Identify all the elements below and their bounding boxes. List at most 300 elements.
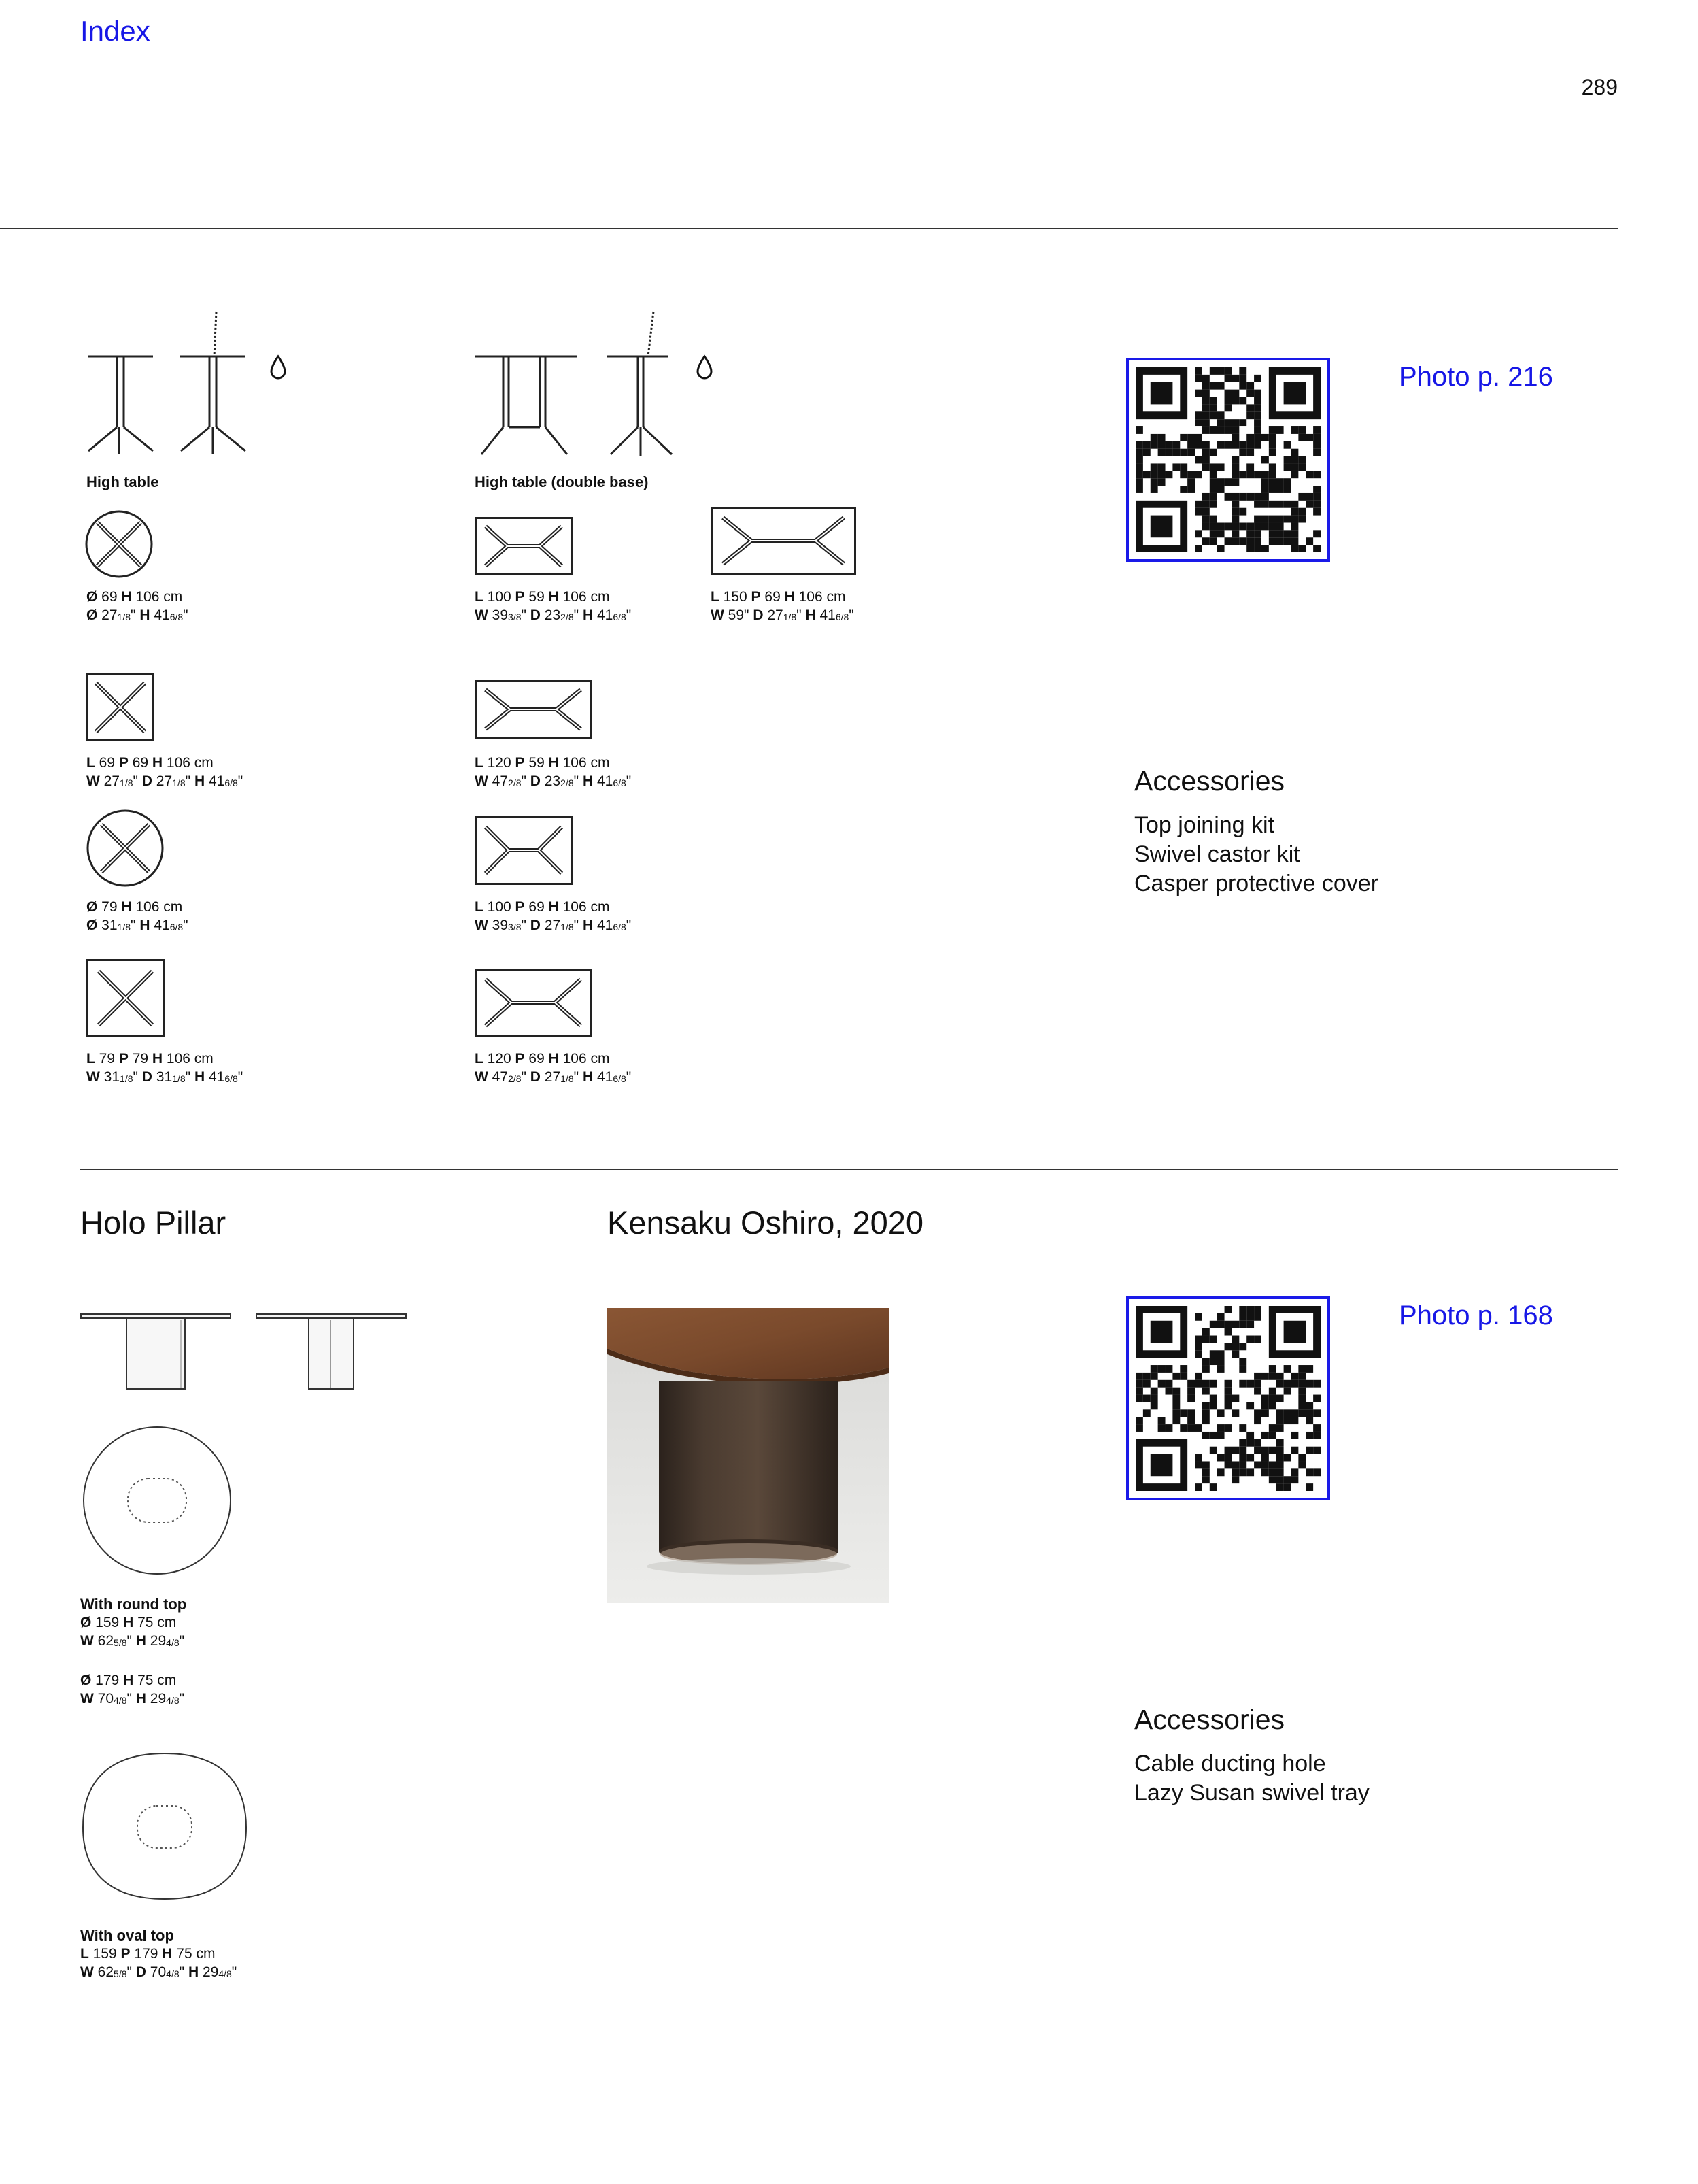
qr-module: [1261, 1454, 1269, 1462]
qr-module: [1269, 486, 1276, 493]
qr-module: [1217, 367, 1225, 375]
dims-high-table-4: L 79 P 79 H 106 cm W 311/8" D 311/8" H 416/8": [86, 1051, 243, 1085]
qr-module: [1269, 1447, 1276, 1454]
qr-module: [1298, 463, 1306, 471]
qr-module: [1172, 1409, 1180, 1417]
qr-module: [1210, 463, 1217, 471]
qr-module: [1166, 1388, 1173, 1395]
qr-module: [1158, 1424, 1166, 1432]
qr-module: [1313, 1424, 1321, 1432]
qr-module: [1298, 1388, 1306, 1395]
qr-module: [1172, 1395, 1180, 1402]
qr-module: [1246, 522, 1254, 530]
qr-module: [1195, 1454, 1202, 1462]
qr-module: [1217, 486, 1225, 493]
qr-module: [1239, 441, 1246, 449]
qr-module: [1269, 449, 1276, 456]
qr-module: [1276, 1373, 1284, 1380]
section-divider: [80, 1169, 1618, 1170]
list-item: Swivel castor kit: [1134, 841, 1300, 867]
qr-module: [1261, 1395, 1269, 1402]
qr-module: [1246, 1432, 1254, 1439]
qr-module: [1202, 382, 1210, 390]
qr-module: [1195, 1373, 1202, 1380]
qr-module: [1298, 516, 1306, 523]
qr-module: [1291, 1447, 1298, 1454]
qr-module: [1291, 456, 1298, 464]
dims-oval-top: With oval top L 159 P 179 H 75 cm W 625/8" D 704/8" H 294/8": [80, 1927, 237, 1980]
photo-link-216[interactable]: Photo p. 216: [1399, 362, 1553, 392]
qr-finder: [1151, 382, 1173, 405]
qr-module: [1210, 1447, 1217, 1454]
qr-module: [1306, 1365, 1313, 1373]
qr-module: [1210, 537, 1217, 545]
qr-module: [1225, 1321, 1232, 1328]
qr-module: [1210, 397, 1217, 405]
qr-module: [1246, 1306, 1254, 1313]
qr-module: [1232, 516, 1239, 523]
qr-module: [1232, 471, 1239, 478]
qr-module: [1202, 419, 1210, 426]
qr-module: [1172, 1388, 1180, 1395]
drop-icon: [270, 355, 286, 380]
qr-module: [1187, 1417, 1195, 1424]
qr-module: [1232, 1409, 1239, 1417]
qr-module: [1276, 1409, 1284, 1417]
qr-module: [1254, 545, 1261, 552]
dims-high-table-3: Ø 79 H 106 cm Ø 311/8" H 416/8": [86, 899, 188, 933]
dims-double-3: L 120 P 59 H 106 cm W 472/8" D 232/8" H 416/8": [475, 755, 632, 789]
qr-module: [1172, 1373, 1180, 1380]
qr-module: [1291, 1409, 1298, 1417]
qr-module: [1313, 545, 1321, 552]
qr-module: [1210, 493, 1217, 501]
qr-module: [1232, 1468, 1239, 1476]
qr-module: [1284, 537, 1291, 545]
qr-module: [1284, 1454, 1291, 1462]
caption-oval-top: With oval top: [80, 1927, 174, 1944]
qr-module: [1225, 1424, 1232, 1432]
qr-module: [1269, 463, 1276, 471]
qr-module: [1246, 1468, 1254, 1476]
list-item: Top joining kit: [1134, 812, 1275, 838]
qr-module: [1306, 1468, 1313, 1476]
accessories-title-holo: Accessories: [1134, 1704, 1285, 1735]
index-link[interactable]: Index: [80, 15, 150, 47]
qr-module: [1284, 1476, 1291, 1483]
qr-module: [1187, 1388, 1195, 1395]
qr-module: [1313, 434, 1321, 441]
qr-module: [1239, 508, 1246, 516]
dims-double-2: L 150 P 69 H 106 cm W 59" D 271/8" H 416/8": [711, 589, 854, 623]
qr-module: [1166, 449, 1173, 456]
qr-module: [1202, 1380, 1210, 1388]
qr-module: [1151, 1395, 1158, 1402]
qr-module: [1195, 419, 1202, 426]
qr-module: [1210, 1321, 1217, 1328]
qr-module: [1239, 471, 1246, 478]
qr-module: [1276, 537, 1284, 545]
qr-module: [1269, 516, 1276, 523]
square-top-69-plan: [86, 673, 154, 741]
qr-module: [1239, 1447, 1246, 1454]
qr-module: [1232, 478, 1239, 486]
qr-module: [1291, 508, 1298, 516]
qr-module: [1195, 456, 1202, 464]
qr-module: [1284, 486, 1291, 493]
qr-module: [1306, 1447, 1313, 1454]
qr-module: [1143, 1409, 1151, 1417]
qr-module: [1261, 501, 1269, 508]
qr-module: [1284, 463, 1291, 471]
caption-round-top: With round top: [80, 1596, 187, 1613]
qr-module: [1239, 1365, 1246, 1373]
qr-module: [1313, 486, 1321, 493]
holo-pillar-round-plan: [82, 1425, 233, 1576]
qr-module: [1298, 1461, 1306, 1468]
qr-module: [1187, 449, 1195, 456]
qr-module: [1261, 1373, 1269, 1380]
qr-module: [1246, 449, 1254, 456]
qr-module: [1187, 441, 1195, 449]
qr-module: [1232, 426, 1239, 434]
qr-module: [1136, 1380, 1143, 1388]
dims-high-table-1: Ø 69 H 106 cm Ø 271/8" H 416/8": [86, 589, 188, 623]
qr-module: [1136, 478, 1143, 486]
qr-module: [1210, 1336, 1217, 1343]
qr-module: [1136, 441, 1143, 449]
qr-module: [1269, 1476, 1276, 1483]
qr-module: [1313, 530, 1321, 537]
qr-module: [1239, 1380, 1246, 1388]
qr-module: [1180, 449, 1187, 456]
qr-module: [1284, 516, 1291, 523]
qr-module: [1202, 1476, 1210, 1483]
qr-code-photo-216[interactable]: [1126, 358, 1330, 562]
qr-module: [1225, 1343, 1232, 1350]
qr-module: [1232, 434, 1239, 441]
qr-module: [1291, 501, 1298, 508]
page-number: 289: [1581, 75, 1618, 99]
qr-module: [1232, 1336, 1239, 1343]
qr-finder: [1284, 1321, 1306, 1343]
qr-module: [1246, 441, 1254, 449]
qr-module: [1151, 1388, 1158, 1395]
dims-high-table-2: L 69 P 69 H 106 cm W 271/8" D 271/8" H 416/8": [86, 755, 243, 789]
qr-module: [1254, 411, 1261, 419]
qr-module: [1261, 1447, 1269, 1454]
high-table-elevation-icon: [85, 312, 255, 458]
qr-module: [1269, 1373, 1276, 1380]
qr-module: [1180, 1409, 1187, 1417]
qr-module: [1217, 1409, 1225, 1417]
qr-module: [1232, 1461, 1239, 1468]
qr-code-photo-168[interactable]: [1126, 1296, 1330, 1500]
holo-pillar-elevation-side: [256, 1313, 407, 1391]
qr-module: [1217, 1358, 1225, 1365]
qr-module: [1254, 441, 1261, 449]
qr-module: [1210, 522, 1217, 530]
qr-module: [1232, 463, 1239, 471]
qr-module: [1136, 426, 1143, 434]
qr-module: [1313, 426, 1321, 434]
qr-module: [1291, 537, 1298, 545]
qr-module: [1254, 390, 1261, 397]
qr-module: [1306, 471, 1313, 478]
qr-module: [1225, 478, 1232, 486]
qr-module: [1151, 478, 1158, 486]
qr-module: [1158, 1365, 1166, 1373]
product-photo: [607, 1308, 889, 1603]
qr-module: [1254, 530, 1261, 537]
qr-module: [1217, 1454, 1225, 1462]
qr-module: [1298, 508, 1306, 516]
qr-module: [1210, 367, 1217, 375]
qr-module: [1246, 463, 1254, 471]
qr-module: [1195, 1380, 1202, 1388]
holo-pillar-oval-plan: [82, 1751, 248, 1901]
qr-module: [1202, 1365, 1210, 1373]
qr-module: [1261, 1409, 1269, 1417]
qr-module: [1172, 463, 1180, 471]
qr-module: [1217, 1432, 1225, 1439]
qr-module: [1246, 434, 1254, 441]
qr-module: [1269, 441, 1276, 449]
qr-finder: [1284, 382, 1306, 405]
qr-module: [1210, 1483, 1217, 1491]
qr-module: [1225, 390, 1232, 397]
qr-module: [1306, 501, 1313, 508]
qr-module: [1166, 1424, 1173, 1432]
qr-module: [1261, 493, 1269, 501]
rect-top-100x69-plan: [475, 816, 573, 885]
qr-module: [1246, 382, 1254, 390]
qr-module: [1195, 508, 1202, 516]
qr-module: [1269, 1468, 1276, 1476]
qr-module: [1239, 537, 1246, 545]
qr-module: [1210, 449, 1217, 456]
qr-module: [1239, 1306, 1246, 1313]
qr-module: [1261, 434, 1269, 441]
qr-module: [1202, 1388, 1210, 1395]
list-item: Casper protective cover: [1134, 871, 1379, 896]
qr-module: [1246, 1313, 1254, 1321]
qr-module: [1313, 1409, 1321, 1417]
qr-module: [1284, 456, 1291, 464]
qr-module: [1187, 1395, 1195, 1402]
qr-module: [1261, 471, 1269, 478]
accessories-list: [1134, 811, 1378, 898]
qr-module: [1143, 471, 1151, 478]
qr-module: [1217, 426, 1225, 434]
qr-module: [1202, 404, 1210, 411]
qr-module: [1254, 419, 1261, 426]
qr-module: [1210, 516, 1217, 523]
qr-module: [1276, 1417, 1284, 1424]
rect-top-120x59-plan: [475, 680, 592, 739]
qr-module: [1180, 1424, 1187, 1432]
qr-module: [1217, 522, 1225, 530]
qr-module: [1298, 1373, 1306, 1380]
qr-module: [1136, 449, 1143, 456]
qr-module: [1261, 486, 1269, 493]
qr-module: [1261, 478, 1269, 486]
qr-module: [1210, 1432, 1217, 1439]
qr-module: [1210, 471, 1217, 478]
qr-module: [1291, 1380, 1298, 1388]
qr-module: [1254, 426, 1261, 434]
qr-module: [1195, 441, 1202, 449]
qr-module: [1276, 516, 1284, 523]
qr-module: [1143, 441, 1151, 449]
product-title: Holo Pillar: [80, 1205, 226, 1241]
qr-module: [1202, 493, 1210, 501]
qr-module: [1246, 390, 1254, 397]
qr-module: [1202, 426, 1210, 434]
qr-module: [1254, 1388, 1261, 1395]
qr-module: [1298, 456, 1306, 464]
qr-module: [1217, 1424, 1225, 1432]
dims-double-4: L 100 P 69 H 106 cm W 393/8" D 271/8" H 416/8": [475, 899, 632, 933]
qr-module: [1298, 1380, 1306, 1388]
qr-module: [1232, 508, 1239, 516]
qr-module: [1306, 1380, 1313, 1388]
qr-module: [1202, 537, 1210, 545]
qr-module: [1143, 1380, 1151, 1388]
qr-module: [1136, 463, 1143, 471]
qr-module: [1269, 434, 1276, 441]
qr-module: [1210, 426, 1217, 434]
qr-module: [1284, 441, 1291, 449]
qr-module: [1284, 1417, 1291, 1424]
qr-module: [1276, 1380, 1284, 1388]
qr-module: [1172, 441, 1180, 449]
qr-module: [1225, 367, 1232, 375]
qr-module: [1269, 1402, 1276, 1409]
qr-module: [1217, 1321, 1225, 1328]
qr-module: [1306, 1432, 1313, 1439]
qr-module: [1225, 397, 1232, 405]
qr-module: [1217, 382, 1225, 390]
qr-module: [1254, 1417, 1261, 1424]
qr-module: [1225, 493, 1232, 501]
holo-pillar-elevation-front: [80, 1313, 231, 1391]
qr-module: [1195, 375, 1202, 382]
qr-module: [1298, 545, 1306, 552]
qr-module: [1187, 1380, 1195, 1388]
qr-module: [1313, 501, 1321, 508]
qr-module: [1269, 478, 1276, 486]
qr-module: [1298, 1409, 1306, 1417]
qr-module: [1239, 522, 1246, 530]
qr-module: [1195, 471, 1202, 478]
qr-module: [1158, 471, 1166, 478]
qr-module: [1269, 537, 1276, 545]
qr-module: [1225, 1454, 1232, 1462]
qr-module: [1217, 478, 1225, 486]
qr-module: [1269, 1424, 1276, 1432]
qr-module: [1195, 545, 1202, 552]
qr-module: [1187, 478, 1195, 486]
qr-module: [1232, 1447, 1239, 1454]
qr-module: [1269, 522, 1276, 530]
qr-module: [1269, 426, 1276, 434]
qr-module: [1143, 449, 1151, 456]
qr-module: [1261, 522, 1269, 530]
qr-module: [1166, 1365, 1173, 1373]
qr-module: [1276, 1439, 1284, 1447]
qr-module: [1225, 1380, 1232, 1388]
qr-module: [1254, 516, 1261, 523]
qr-module: [1246, 471, 1254, 478]
qr-module: [1254, 493, 1261, 501]
qr-module: [1151, 463, 1158, 471]
qr-module: [1180, 486, 1187, 493]
qr-module: [1306, 1409, 1313, 1417]
qr-module: [1239, 1313, 1246, 1321]
qr-module: [1254, 471, 1261, 478]
dims-double-5: L 120 P 69 H 106 cm W 472/8" D 271/8" H 416/8": [475, 1051, 632, 1085]
qr-module: [1261, 1432, 1269, 1439]
qr-module: [1246, 1439, 1254, 1447]
qr-module: [1136, 471, 1143, 478]
qr-module: [1232, 441, 1239, 449]
qr-module: [1172, 1417, 1180, 1424]
round-top-79-plan: [86, 809, 165, 888]
qr-module: [1276, 478, 1284, 486]
qr-module: [1232, 397, 1239, 405]
qr-module: [1158, 463, 1166, 471]
qr-module: [1291, 1373, 1298, 1380]
photo-link-168[interactable]: Photo p. 168: [1399, 1300, 1553, 1330]
qr-module: [1202, 501, 1210, 508]
qr-module: [1136, 486, 1143, 493]
qr-finder: [1151, 516, 1173, 538]
qr-module: [1239, 449, 1246, 456]
qr-module: [1202, 1328, 1210, 1336]
qr-module: [1151, 471, 1158, 478]
qr-module: [1187, 486, 1195, 493]
qr-module: [1202, 463, 1210, 471]
qr-module: [1195, 1424, 1202, 1432]
qr-module: [1298, 1454, 1306, 1462]
qr-module: [1151, 1373, 1158, 1380]
qr-module: [1180, 434, 1187, 441]
qr-module: [1180, 471, 1187, 478]
qr-module: [1284, 1365, 1291, 1373]
qr-module: [1306, 493, 1313, 501]
qr-module: [1217, 463, 1225, 471]
qr-module: [1202, 508, 1210, 516]
high-table-double-elevation-icon: [475, 312, 679, 458]
qr-module: [1306, 434, 1313, 441]
qr-module: [1195, 411, 1202, 419]
qr-module: [1195, 501, 1202, 508]
qr-module: [1187, 1424, 1195, 1432]
qr-module: [1232, 522, 1239, 530]
qr-module: [1151, 486, 1158, 493]
qr-module: [1284, 1483, 1291, 1491]
drop-icon: [696, 355, 713, 380]
qr-module: [1217, 1313, 1225, 1321]
qr-module: [1232, 1395, 1239, 1402]
qr-module: [1217, 419, 1225, 426]
qr-module: [1239, 397, 1246, 405]
qr-module: [1232, 1476, 1239, 1483]
qr-module: [1210, 1402, 1217, 1409]
qr-module: [1276, 1461, 1284, 1468]
qr-module: [1254, 1313, 1261, 1321]
